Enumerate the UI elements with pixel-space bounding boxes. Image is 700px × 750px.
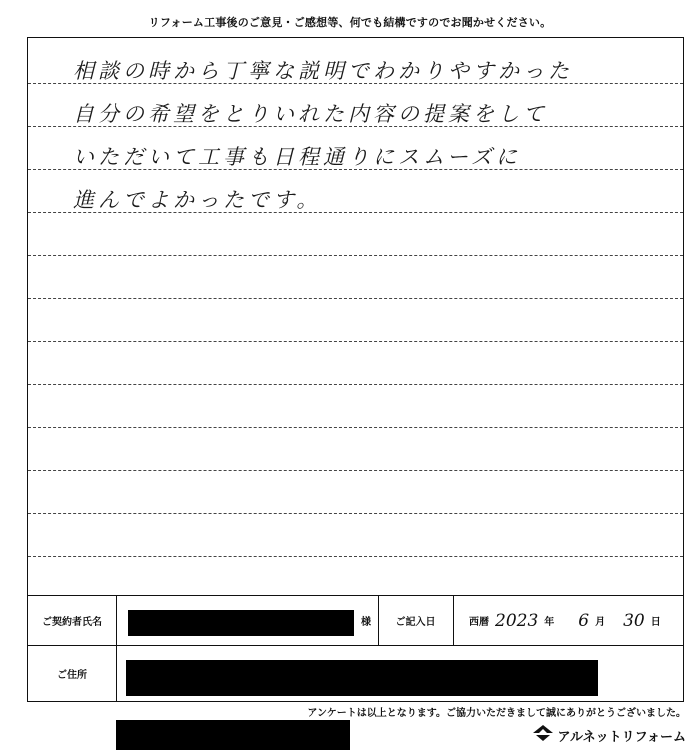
rule-line [28, 298, 683, 299]
redacted-name [128, 610, 354, 636]
comment-line-4: 進んでよかったです。 [73, 188, 322, 212]
year-unit: 年 [544, 617, 555, 628]
address-label: ご住所 [57, 670, 87, 681]
comment-line-3: いただいて工事も日程通りにスムーズに [73, 145, 521, 169]
rule-line [28, 255, 683, 256]
date-label: ご記入日 [395, 617, 436, 628]
rule-line [28, 470, 683, 471]
survey-header: リフォーム工事後のご意見・ご感想等、何でも結構ですのでお聞かせください。 [148, 16, 552, 29]
redacted-address [126, 660, 598, 696]
survey-form [27, 37, 684, 702]
closing-message: アンケートは以上となります。ご協力いただきまして誠にありがとうございました。 [307, 708, 686, 719]
comment-area [28, 38, 683, 595]
honorific-label: 様 [361, 617, 371, 628]
comment-line-2: 自分の希望をとりいれた内容の提案をして [73, 102, 548, 126]
grid-divider [28, 645, 683, 646]
rule-line [28, 427, 683, 428]
brand-name: アルネットリフォーム [557, 729, 686, 745]
grid-divider [116, 596, 117, 702]
redacted-footer [116, 720, 350, 750]
rule-line [28, 513, 683, 514]
name-label: ご契約者氏名 [42, 617, 102, 628]
comment-line-1: 相談の時から丁寧な説明でわかりやすかった [73, 59, 573, 83]
day-value: 30 [623, 610, 645, 631]
customer-info-grid [28, 595, 683, 702]
rule-line [28, 556, 683, 557]
day-unit: 日 [650, 617, 661, 628]
rule-line [28, 341, 683, 342]
brand-mark-icon [532, 724, 554, 746]
year-value: 2023 [495, 610, 539, 631]
brand-logo [532, 724, 686, 746]
era-label: 西暦 [469, 617, 489, 628]
rule-line [28, 384, 683, 385]
month-unit: 月 [595, 617, 606, 628]
date-field [453, 596, 685, 645]
month-value: 6 [578, 610, 590, 631]
